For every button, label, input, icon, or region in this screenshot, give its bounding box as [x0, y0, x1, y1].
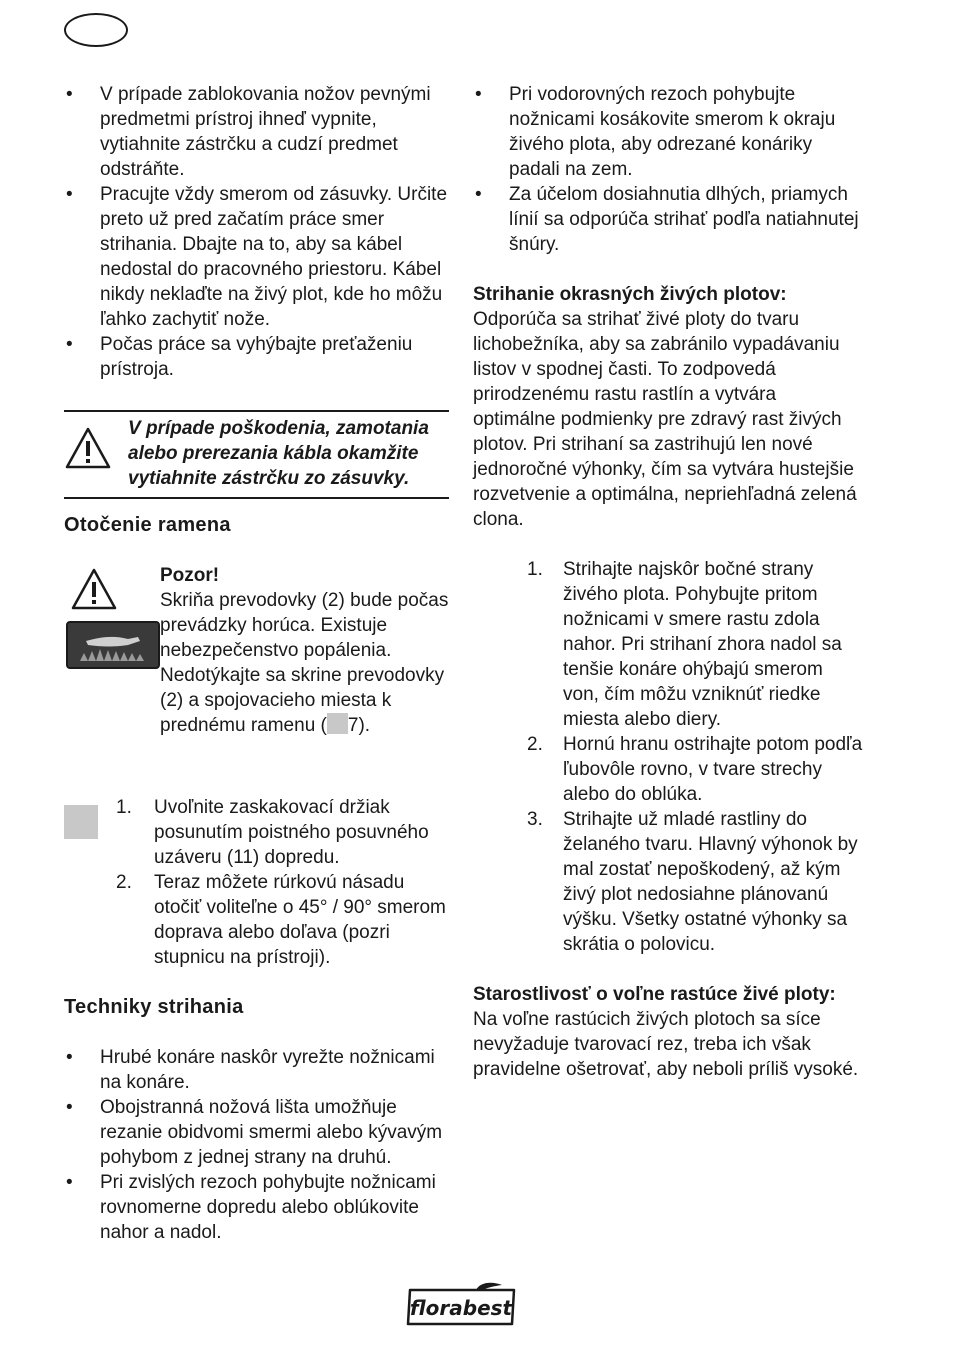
list-item [64, 870, 449, 970]
bullet-list-bottom [64, 1045, 449, 1245]
section-title-techniques: Techniky strihania [64, 996, 244, 1018]
right-column [473, 82, 863, 1082]
step-text: Hornú hranu ostrihajte potom podľa ľubovôle rovno, v tvare strechy alebo do oblúka. [563, 734, 863, 805]
list-item [64, 795, 449, 870]
step-number: 2. [527, 734, 543, 755]
caution-title: Pozor! [160, 565, 220, 586]
brand-logo [406, 1282, 518, 1331]
caution-body-text: Skriňa prevodovky (2) bude počas prevádzky horúca. Existuje nebezpečenstvo popálenia. Nedotýkajte sa skrine prevodovky (2) a spojovacieho miesta k prednému ramenu ( [160, 590, 449, 736]
warning-triangle-icon [70, 567, 118, 618]
caution-text [160, 563, 450, 738]
list-item: • Pracujte vždy smerom od zásuvky. Určite preto už pred začatím práce smer strihania. Dbajte na to, aby sa kábel nedostal do pracovného priestoru. Kábel nikdy neklaďte na živý plot, kde ho môžu ľahko zachytiť nože. [64, 182, 449, 332]
section-title-ornamental: Strihanie okrasných živých plotov: [473, 284, 787, 305]
warning-triangle-icon [64, 416, 128, 477]
section-text-free-growing: Na voľne rastúcich živých plotoch sa síce nevyžaduje tvarovací rez, treba ich však pravidelne ošetrovať, aby neboli príliš vysoké. [473, 1009, 859, 1080]
caution-body-end: 7). [347, 715, 371, 736]
bullet-list-top [64, 82, 449, 382]
language-badge [64, 13, 128, 47]
list-item: • Hrubé konáre naskôr vyrežte nožnicami na konáre. [64, 1045, 449, 1095]
warning-text: V prípade poškodenia, zamotania alebo prerezania kábla okamžite vytiahnite zástrčku zo zásuvky. [128, 418, 429, 489]
section-text-ornamental: Odporúča sa strihať živé ploty do tvaru lichobežníka, aby sa zabránilo vypadávaniu listov v spodnej časti. To zodpovedá prirodzenému rastu rastlín a vytvára optimálne podmienky pre zdravý rast živých plotov. Pri strihaní sa zastrihujú len nové jednoročné výhonky, čím sa vytvára hustejšie rozvetvenie a optimálna, nepriehľadná zelená clona. [473, 309, 857, 530]
section-title-rotate: Otočenie ramena [64, 514, 231, 536]
step-number: 3. [527, 809, 543, 830]
step-text: Strihajte už mladé rastliny do želaného tvaru. Hlavný výhonok by mal zostať nepoškodený, až kým živý plot nedosiahne plánovanú výšku. Všetky ostatné výhonky sa skrátia o polovicu. [563, 809, 858, 955]
caution-block [64, 563, 449, 783]
numbered-list [473, 557, 863, 957]
list-item: • Pri zvislých rezoch pohybujte nožnicami rovnomerne dopredu alebo oblúkovite nahor a nadol. [64, 1170, 449, 1245]
list-item: • Za účelom dosiahnutia dlhých, priamych línií sa odporúča strihať podľa natiahnutej šnúry. [473, 182, 863, 257]
list-item: • V prípade zablokovania nožov pevnými predmetmi prístroj ihneď vypnite, vytiahnite zástrčku a cudzí predmet odstráňte. [64, 82, 449, 182]
step-number: 1. [116, 797, 132, 818]
section-title-free-growing: Starostlivosť o voľne rastúce živé ploty: [473, 984, 836, 1005]
bullet-list [473, 82, 863, 257]
step-text: Uvoľnite zaskakovací držiak posunutím poistného posuvného uzáveru (11) dopredu. [154, 797, 429, 868]
caution-body [160, 588, 450, 738]
logo-text: florabest [409, 1296, 513, 1320]
step-text: Teraz môžete rúrkovú násadu otočiť voliteľne o 45° / 90° smerom doprava alebo doľava (pozri stupnicu na prístroji). [154, 872, 446, 968]
left-column [64, 82, 449, 1245]
rotate-steps [64, 795, 449, 970]
step-text: Strihajte najskôr bočné strany živého plota. Pohybujte pritom nožnicami v smere rastu zdola nahor. Pri strihaní zhora nadol sa tenšie konáre ohýbajú smerom von, čím môžu vzniknúť riedke miesta alebo diery. [563, 559, 842, 730]
list-item: • Počas práce sa vyhýbajte preťaženiu prístroja. [64, 332, 449, 382]
step-number: 1. [527, 559, 543, 580]
figure-ref-marker [327, 713, 348, 734]
step-number: 2. [116, 872, 132, 893]
list-item: • Pri vodorovných rezoch pohybujte nožnicami kosákovite smerom k okraju živého plota, aby odrezané konáriky padali na zem. [473, 82, 863, 182]
hot-surface-icon [66, 621, 160, 676]
list-item [473, 807, 863, 957]
list-item: • Obojstranná nožová lišta umožňuje rezanie obidvomi smermi alebo kývavým pohybom z jednej strany na druhú. [64, 1095, 449, 1170]
numbered-list [64, 795, 449, 970]
list-item [473, 557, 863, 732]
list-item [473, 732, 863, 807]
warning-box [64, 410, 449, 499]
